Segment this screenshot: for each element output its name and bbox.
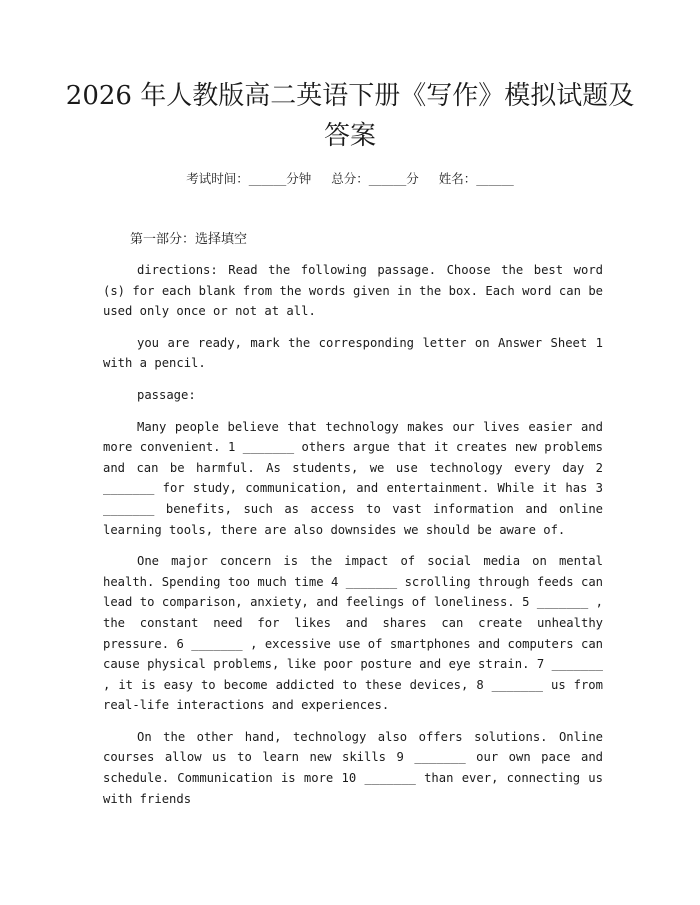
passage-paragraph-1: Many people believe that technology makes our lives easier and more convenient. 1 _______ others argue that it creates new problems and can be harmful. As students, we use technology every day 2 _______ for study, communication, and entertainment. While it has 3 _______ benefits, such as access to vast information and online learning tools, there are also downsides we should be aware of. bbox=[103, 419, 603, 537]
instruction-paragraph: you are ready, mark the corresponding letter on Answer Sheet 1 with a pencil. bbox=[103, 335, 603, 371]
directions-paragraph: directions: Read the following passage. Choose the best word (s) for each blank from the words given in the box. Each word can be used only once or not at all. bbox=[103, 263, 603, 319]
passage-label: passage: bbox=[137, 387, 196, 402]
passage-paragraph-3: On the other hand, technology also offers solutions. Online courses allow us to learn new skills 9 _______ our own pace and schedule. Communication is more 10 _______ than ever, connecting us with friends bbox=[103, 729, 603, 806]
total-score-label: 总分：______分 bbox=[331, 171, 419, 186]
exam-time-label: 考试时间：______分钟 bbox=[186, 171, 312, 186]
exam-info-line bbox=[0, 169, 700, 187]
passage-paragraph-2: One major concern is the impact of social media on mental health. Spending too much time 4 _______ scrolling through feeds can lead to comparison, anxiety, and feelings of loneliness. 5 _______ , the constant need for likes and shares can create unhealthy pressure. 6 _______ , excessive use of smartphones and computers can cause physical problems, like poor posture and eye strain. 7 _______ , it is easy to become addicted to these devices, 8 _______ us from real-life interactions and experiences. bbox=[103, 554, 603, 713]
document-body bbox=[103, 230, 603, 820]
section-title: 第一部分：选择填空 bbox=[130, 232, 248, 247]
document-title: 2026 年人教版高二英语下册《写作》模拟试题及答案 bbox=[65, 81, 635, 151]
name-label: 姓名：______ bbox=[438, 171, 514, 186]
